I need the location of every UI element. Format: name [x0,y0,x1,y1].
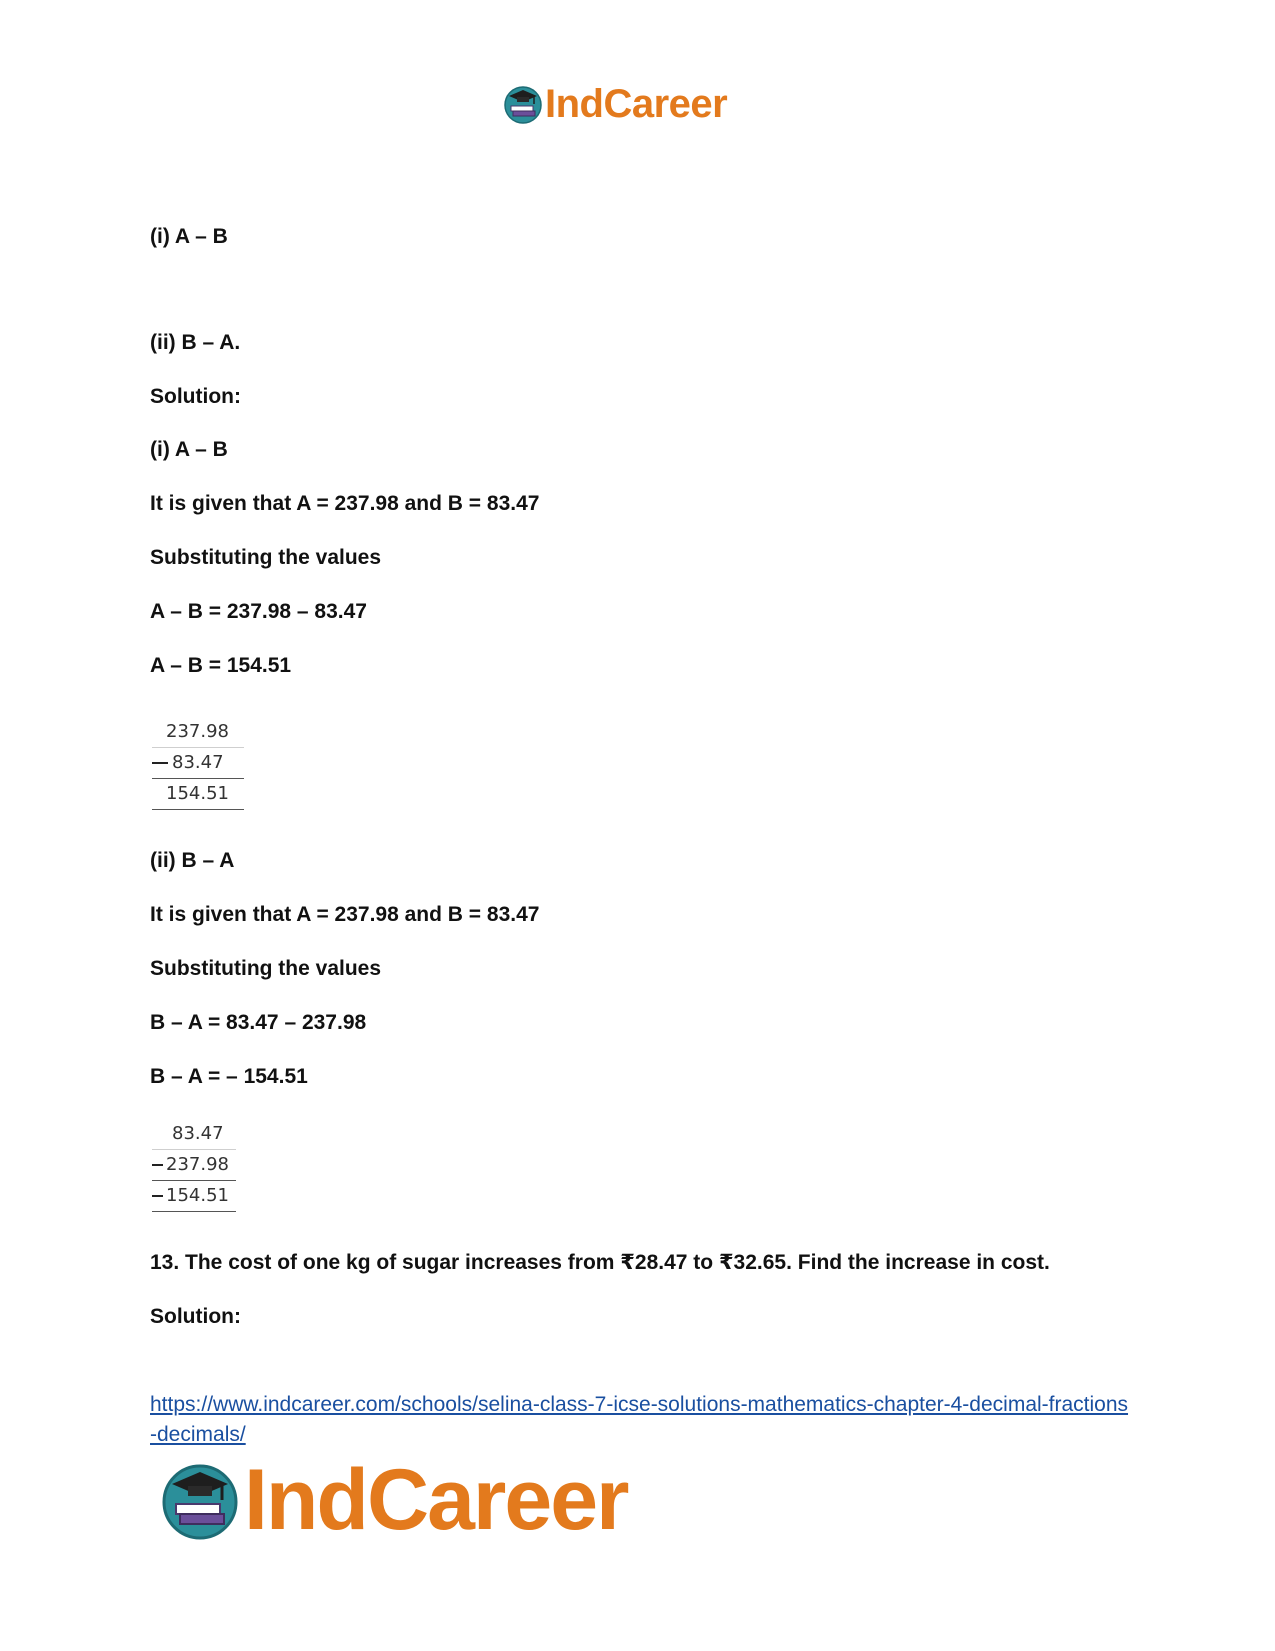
calc-row-top [150,1119,240,1150]
calc-top-value: 83.47 [172,1123,224,1144]
solution-i-substituting: Substituting the values [150,546,382,569]
calc-subtrahend-value: 237.98 [166,1154,229,1175]
question-13-solution-label: Solution: [150,1305,241,1328]
minus-sign-icon [152,1195,163,1197]
solution-i-expression: A – B = 237.98 – 83.47 [150,600,367,623]
calc-row-subtrahend [150,1150,240,1181]
calc-row-result [150,779,246,810]
solution-i-given: It is given that A = 237.98 and B = 83.47 [150,492,540,515]
question-part-i: (i) A – B [150,225,228,248]
header-logo [503,82,727,126]
calc-row-result [150,1181,240,1212]
question-13: 13. The cost of one kg of sugar increases from ₹28.47 to ₹32.65. Find the increase in cost. [150,1251,1050,1274]
solution-ii-heading: (ii) B – A [150,849,235,872]
calc-divider [152,809,244,810]
question-part-ii: (ii) B – A. [150,331,241,354]
calc-subtrahend-value: 83.47 [172,752,224,773]
calc-row-subtrahend [150,748,246,779]
minus-sign-icon [152,1164,163,1166]
solution-i-result: A – B = 154.51 [150,654,292,677]
column-subtraction-ii [150,1119,240,1212]
calc-result-value: 154.51 [166,1185,229,1206]
solution-ii-expression: B – A = 83.47 – 237.98 [150,1011,367,1034]
solution-label: Solution: [150,385,241,408]
calc-divider [152,1211,236,1212]
graduation-books-icon [503,84,543,124]
header-logo-text: IndCareer [545,82,728,126]
column-subtraction-i [150,717,246,810]
calc-top-value: 237.98 [166,721,229,742]
solution-ii-given: It is given that A = 237.98 and B = 83.47 [150,903,540,926]
solution-i-heading: (i) A – B [150,438,228,461]
calc-result-value: 154.51 [166,783,229,804]
footer-logo-text: IndCareer [244,1452,628,1548]
solution-ii-result: B – A = – 154.51 [150,1065,308,1088]
calc-row-top [150,717,246,748]
solution-ii-substituting: Substituting the values [150,957,382,980]
graduation-books-icon [160,1460,240,1540]
footer-logo [160,1452,628,1548]
source-url-link[interactable]: https://www.indcareer.com/schools/selina-class-7-icse-solutions-mathematics-chapter-4-decimal-fractions-decimals/ [150,1393,1129,1446]
minus-sign-icon [152,762,168,764]
